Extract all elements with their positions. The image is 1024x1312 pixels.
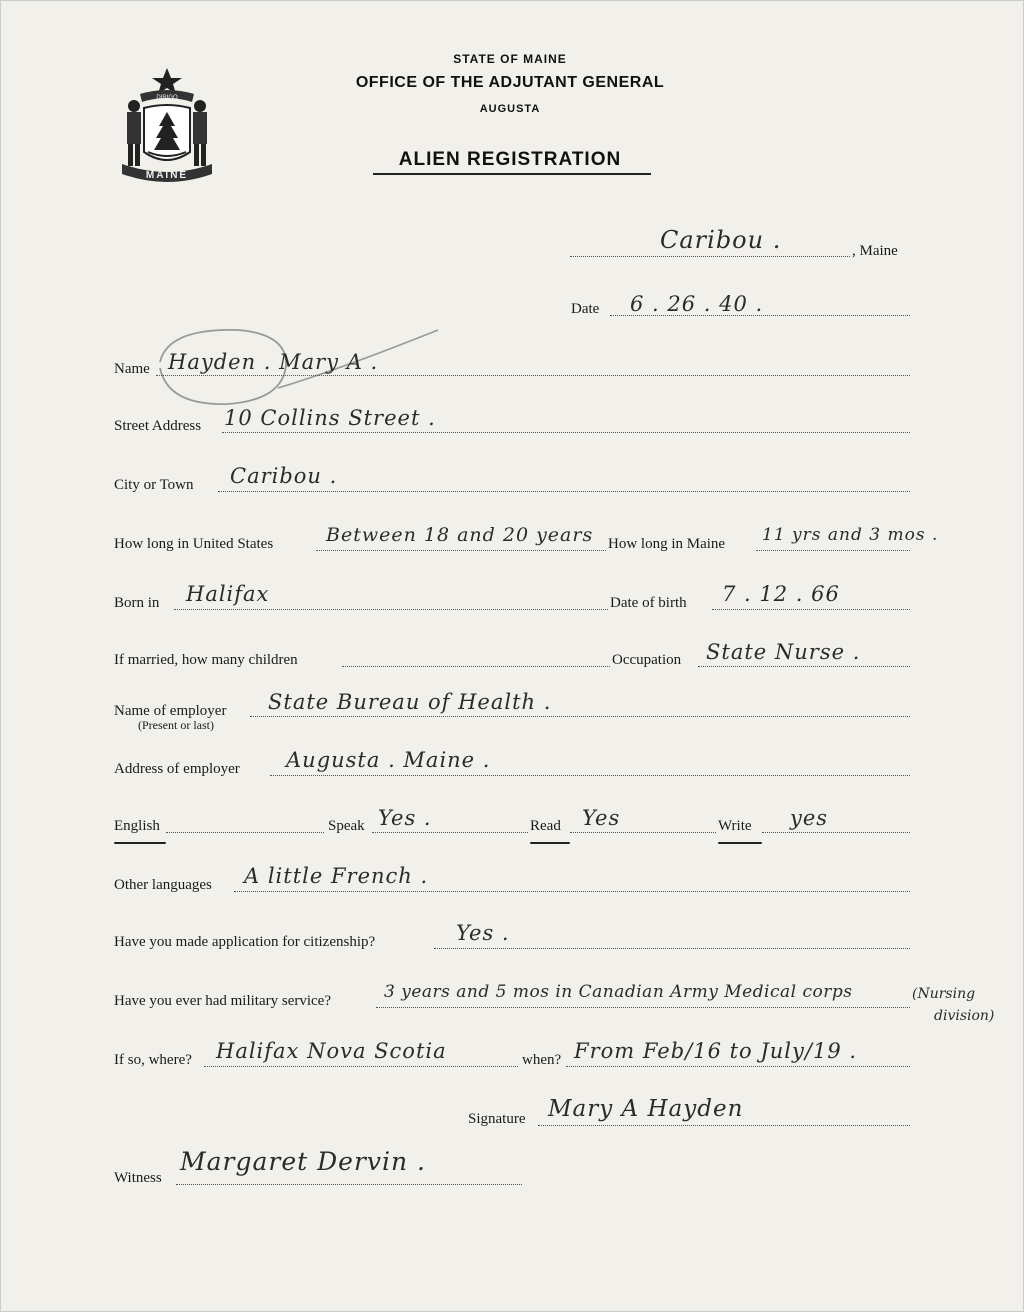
- employer-value: State Bureau of Health .: [268, 690, 552, 714]
- read-value: Yes: [582, 806, 621, 830]
- occupation-label: Occupation: [612, 652, 682, 668]
- citizenship-value: Yes .: [456, 921, 510, 945]
- when-value: From Feb/16 to July/19 .: [574, 1039, 858, 1063]
- born-in-label: Born in: [114, 595, 160, 611]
- write-value: yes: [790, 806, 829, 830]
- town-dotted-line: [570, 256, 850, 257]
- read-label: Read: [530, 818, 561, 834]
- speak-label: Speak: [328, 818, 365, 834]
- occupation-dotted-line: [698, 666, 910, 667]
- form-header: [190, 0, 830, 200]
- citizenship-dotted-line: [434, 948, 910, 949]
- employer-address-label: Address of employer: [114, 761, 240, 777]
- city-or-town-label: City or Town: [114, 477, 194, 493]
- town-value: Caribou .: [660, 226, 782, 254]
- children-dotted-line: [342, 666, 610, 667]
- english-dotted-line: [166, 832, 324, 833]
- employer-label: Name of employer: [114, 703, 227, 719]
- signature-label: Signature: [468, 1111, 526, 1127]
- english-label: English: [114, 818, 160, 834]
- read-underline: [530, 842, 570, 844]
- name-value: Hayden . Mary A .: [168, 350, 379, 374]
- other-languages-dotted-line: [234, 891, 910, 892]
- military-label: Have you ever had military service?: [114, 993, 331, 1009]
- how-long-maine-label: How long in Maine: [608, 536, 726, 552]
- how-long-maine-dotted-line: [756, 550, 910, 551]
- when-dotted-line: [566, 1066, 910, 1067]
- employer-address-value: Augusta . Maine .: [286, 748, 491, 772]
- date-of-birth-dotted-line: [712, 609, 910, 610]
- form-title: ALIEN REGISTRATION: [398, 149, 622, 170]
- speak-value: Yes .: [378, 806, 432, 830]
- date-label: Date: [571, 301, 600, 317]
- title-underline: [373, 173, 651, 175]
- employer-address-dotted-line: [270, 775, 910, 776]
- witness-value: Margaret Dervin .: [180, 1147, 427, 1176]
- other-languages-label: Other languages: [114, 877, 212, 893]
- street-address-label: Street Address: [114, 418, 202, 434]
- how-long-us-value: Between 18 and 20 years: [326, 524, 594, 546]
- born-in-dotted-line: [174, 609, 608, 610]
- how-long-us-dotted-line: [316, 550, 606, 551]
- street-address-dotted-line: [222, 432, 910, 433]
- write-dotted-line: [762, 832, 910, 833]
- city-or-town-value: Caribou .: [230, 464, 338, 488]
- occupation-value: State Nurse .: [706, 640, 861, 664]
- name-dotted-line: [156, 375, 910, 376]
- date-value: 6 . 26 . 40 .: [630, 292, 764, 316]
- how-long-maine-value: 11 yrs and 3 mos .: [762, 525, 939, 545]
- read-dotted-line: [570, 832, 716, 833]
- signature-value: Mary A Hayden: [548, 1096, 744, 1122]
- born-in-value: Halifax: [186, 582, 270, 606]
- other-languages-value: A little French .: [244, 864, 429, 888]
- write-label: Write: [718, 818, 752, 834]
- seal-motto: DIRIGO: [156, 95, 178, 101]
- military-value: 3 years and 5 mos in Canadian Army Medical corps: [384, 982, 853, 1002]
- date-of-birth-label: Date of birth: [610, 595, 687, 611]
- children-label: If married, how many children: [114, 652, 298, 668]
- maine-suffix: , Maine: [852, 243, 898, 259]
- street-address-value: 10 Collins Street .: [224, 406, 436, 430]
- signature-dotted-line: [538, 1125, 910, 1126]
- english-underline: [114, 842, 166, 844]
- where-dotted-line: [204, 1066, 518, 1067]
- where-value: Halifax Nova Scotia: [216, 1039, 447, 1063]
- military-note-line-1: (Nursing: [912, 986, 976, 1002]
- military-note-line-2: division): [934, 1008, 995, 1024]
- witness-label: Witness: [114, 1170, 162, 1186]
- name-label: Name: [114, 361, 150, 377]
- witness-dotted-line: [176, 1184, 522, 1185]
- header-state: STATE OF MAINE: [453, 52, 567, 66]
- write-underline: [718, 842, 762, 844]
- seal-banner: MAINE: [145, 170, 189, 181]
- citizenship-label: Have you made application for citizenship?: [114, 934, 376, 950]
- header-office: OFFICE OF THE ADJUTANT GENERAL: [355, 74, 665, 91]
- military-dotted-line: [376, 1007, 910, 1008]
- how-long-us-label: How long in United States: [114, 536, 274, 552]
- date-of-birth-value: 7 . 12 . 66: [722, 582, 840, 606]
- employer-sublabel: (Present or last): [138, 718, 214, 732]
- when-label: when?: [522, 1052, 562, 1068]
- where-label: If so, where?: [114, 1052, 192, 1068]
- employer-dotted-line: [250, 716, 910, 717]
- speak-dotted-line: [372, 832, 528, 833]
- city-or-town-dotted-line: [218, 491, 910, 492]
- header-city: AUGUSTA: [479, 103, 541, 115]
